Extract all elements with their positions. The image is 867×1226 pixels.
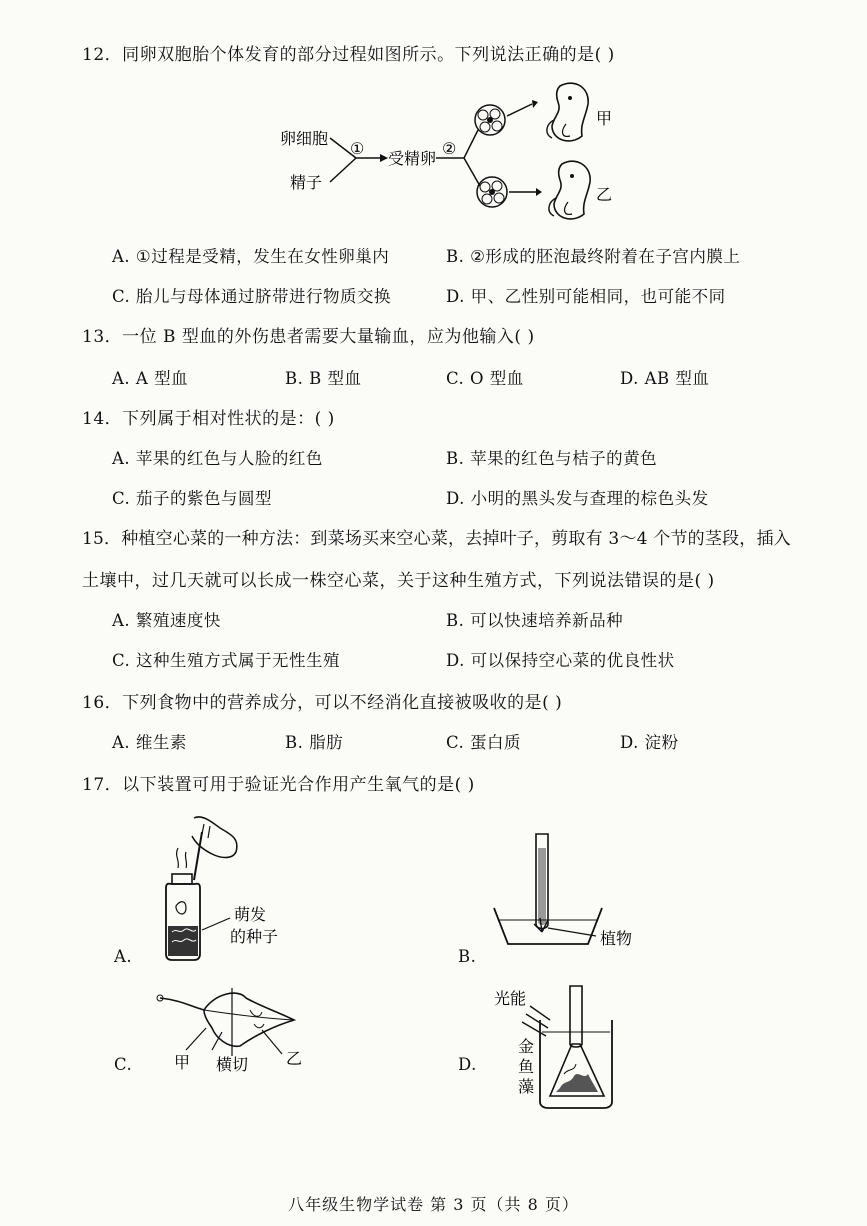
figure-c-middle-label: 横切	[216, 1055, 249, 1074]
fetus-bottom-icon	[549, 161, 590, 219]
q13-option-c[interactable]: C. O 型血	[446, 369, 524, 388]
step-2-label: ②	[442, 139, 457, 158]
figure-c-left-label: 甲	[174, 1053, 191, 1072]
embryo-development-diagram	[270, 80, 630, 240]
fetus-a-label: 甲	[596, 109, 613, 128]
q15-option-c[interactable]: C. 这种生殖方式属于无性生殖	[112, 651, 341, 670]
q14-option-b[interactable]: B. 苹果的红色与桔子的黄色	[446, 449, 658, 468]
test-tube-icon	[536, 834, 548, 929]
page-footer: 八年级生物学试卷 第 3 页（共 8 页）	[288, 1195, 579, 1214]
zygote-label: 受精卵	[388, 149, 437, 168]
hand-with-match-icon	[177, 817, 237, 880]
figure-b-caption: 植物	[600, 929, 633, 948]
q17-figure-b-label[interactable]: B.	[458, 947, 477, 966]
figure-a-caption-line2: 的种子	[230, 927, 279, 946]
test-tube-icon	[570, 986, 582, 1047]
q17-figure-c	[150, 984, 310, 1074]
q17-figure-a-label[interactable]: A.	[114, 947, 133, 966]
funnel-icon	[550, 1044, 604, 1096]
q16-option-a[interactable]: A. 维生素	[112, 733, 187, 752]
q17-figure-c-label[interactable]: C.	[114, 1055, 133, 1074]
q17-figure-b	[490, 828, 650, 958]
sperm-label: 精子	[290, 173, 323, 192]
question-17-stem: 17．以下装置可用于验证光合作用产生氧气的是( )	[82, 775, 475, 795]
q13-option-a[interactable]: A. A 型血	[112, 369, 189, 388]
q14-option-a[interactable]: A. 苹果的红色与人脸的红色	[112, 449, 323, 468]
question-15-stem-line2: 土壤中，过几天就可以长成一株空心菜，关于这种生殖方式，下列说法错误的是( )	[82, 571, 715, 591]
question-16-stem: 16．下列食物中的营养成分，可以不经消化直接被吸收的是( )	[82, 693, 563, 713]
question-15-stem-line1: 15．种植空心菜的一种方法：到菜场买来空心菜，去掉叶子，剪取有 3～4 个节的茎段，插入	[82, 529, 791, 549]
q14-option-c[interactable]: C. 茄子的紫色与圆型	[112, 489, 273, 508]
q12-option-d[interactable]: D. 甲、乙性别可能相同，也可能不同	[446, 287, 726, 306]
q13-option-b[interactable]: B. B 型血	[285, 369, 362, 388]
q14-option-d[interactable]: D. 小明的黑头发与查理的棕色头发	[446, 489, 709, 508]
step-1-label: ①	[350, 139, 365, 158]
q15-option-b[interactable]: B. 可以快速培养新品种	[446, 611, 624, 630]
q17-figure-d-label[interactable]: D.	[458, 1055, 477, 1074]
q15-option-d[interactable]: D. 可以保持空心菜的优良性状	[446, 651, 675, 670]
q12-option-c[interactable]: C. 胎儿与母体通过脐带进行物质交换	[112, 287, 392, 306]
question-13-stem: 13．一位 B 型血的外伤患者需要大量输血，应为他输入( )	[82, 327, 535, 347]
figure-d-plant-line2: 鱼	[518, 1057, 535, 1076]
blastocyst-bottom-icon	[477, 177, 507, 207]
question-14-stem: 14．下列属于相对性状的是：( )	[82, 409, 335, 429]
fetus-top-icon	[547, 83, 588, 141]
q16-option-c[interactable]: C. 蛋白质	[446, 733, 522, 752]
figure-a-caption-line1: 萌发	[234, 905, 267, 924]
fetus-b-label: 乙	[596, 185, 613, 204]
figure-c-right-label: 乙	[286, 1049, 303, 1068]
jar-icon	[166, 874, 200, 960]
q12-option-a[interactable]: A. ①过程是受精，发生在女性卵巢内	[112, 247, 390, 266]
q13-option-d[interactable]: D. AB 型血	[620, 369, 710, 388]
q12-option-b[interactable]: B. ②形成的胚泡最终附着在子宫内膜上	[446, 247, 741, 266]
q16-option-b[interactable]: B. 脂肪	[285, 733, 344, 752]
question-12-stem: 12．同卵双胞胎个体发育的部分过程如图所示。下列说法正确的是( )	[82, 45, 615, 65]
q17-figure-d	[490, 984, 640, 1110]
figure-d-light-label: 光能	[494, 989, 527, 1008]
egg-label: 卵细胞	[280, 129, 329, 148]
figure-d-plant-line3: 藻	[518, 1077, 535, 1096]
q15-option-a[interactable]: A. 繁殖速度快	[112, 611, 221, 630]
figure-d-plant-line1: 金	[518, 1037, 535, 1056]
q16-option-d[interactable]: D. 淀粉	[620, 733, 679, 752]
blastocyst-top-icon	[475, 105, 505, 135]
leaf-icon	[157, 988, 294, 1056]
q17-figure-a	[150, 808, 310, 968]
